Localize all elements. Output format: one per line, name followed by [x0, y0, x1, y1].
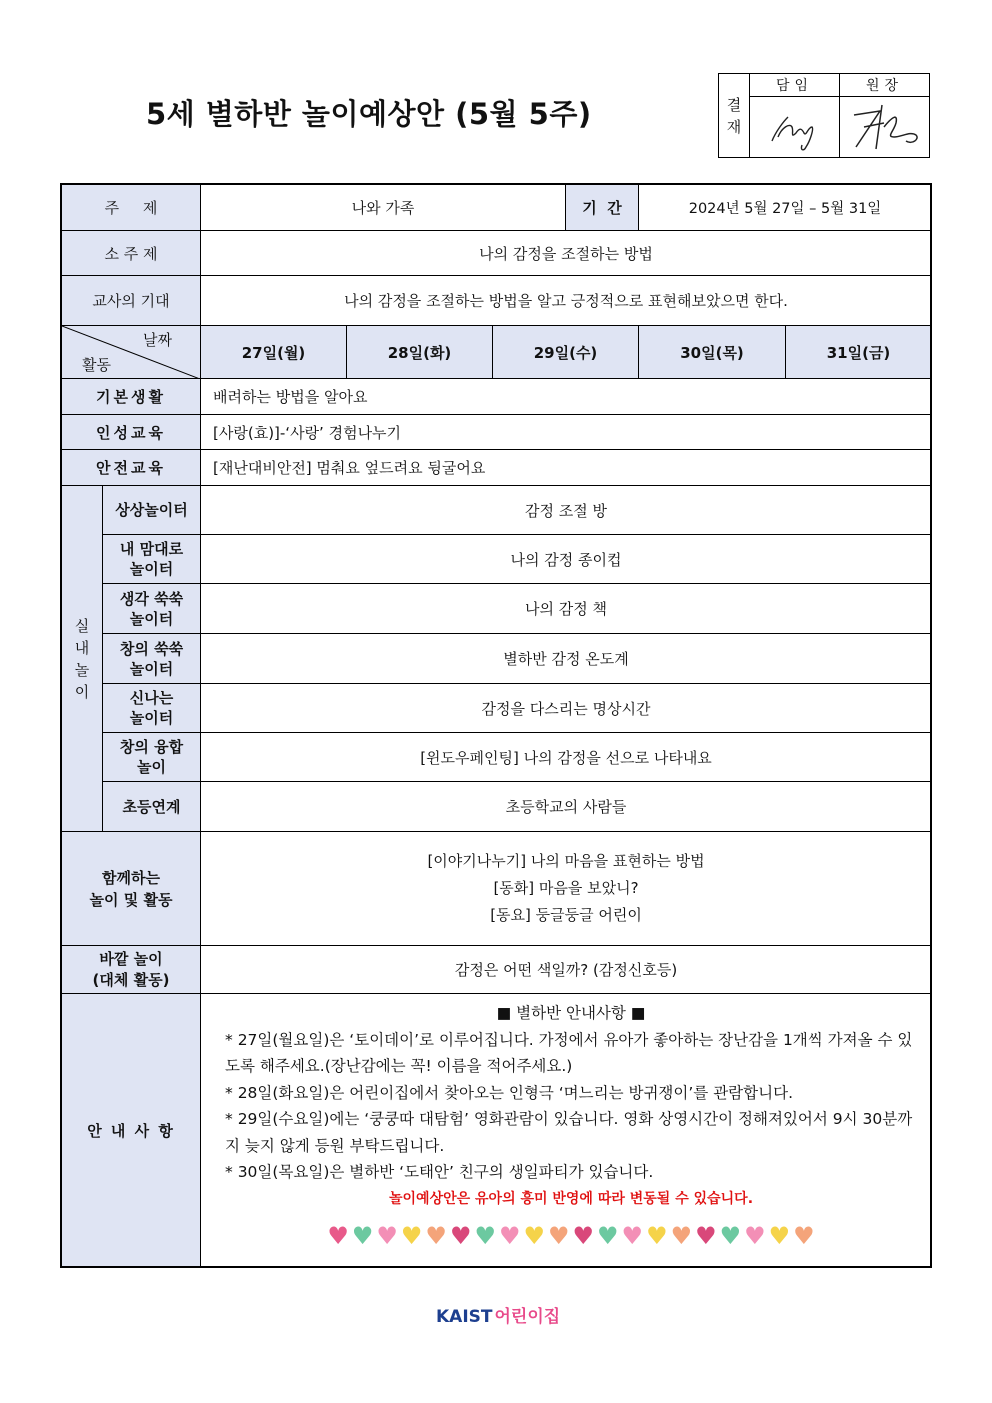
character-education-value: [사랑(효)]-‘사랑’ 경험나누기	[201, 415, 932, 450]
heart-icon: ♥	[474, 1222, 496, 1250]
indoor-item-value: 나의 감정 책	[201, 584, 932, 634]
indoor-item-value: 초등학교의 사람들	[201, 782, 932, 832]
outdoor-play-label: 바깥 놀이 (대체 활동)	[62, 946, 201, 994]
together-line: [이야기나누기] 나의 마음을 표현하는 방법	[427, 852, 705, 870]
day-header: 30일(목)	[639, 326, 786, 379]
director-signature	[840, 97, 929, 157]
notice-line: * 28일(화요일)은 어린이집에서 찾아오는 인형극 ‘며느리는 방귀쟁이’를 관람합니다.	[225, 1083, 793, 1102]
theme-value: 나와 가족	[201, 185, 566, 231]
subtheme-value: 나의 감정을 조절하는 방법	[201, 231, 932, 276]
day-header: 31일(금)	[786, 326, 932, 379]
basic-life-value: 배려하는 방법을 알아요	[201, 379, 932, 415]
notice-head: ■ 별하반 안내사항 ■	[496, 1004, 646, 1022]
heart-icon: ♥	[523, 1222, 545, 1250]
notice-label: 안 내 사 항	[62, 994, 201, 1268]
day-header: 27일(월)	[201, 326, 347, 379]
day-header: 28일(화)	[347, 326, 493, 379]
indoor-item-label: 생각 쑥쑥 놀이터	[103, 584, 201, 634]
logo-brand: KAIST	[436, 1307, 493, 1327]
together-activity-value	[201, 832, 932, 946]
approval-col-director: 원장	[840, 74, 929, 97]
heart-icon: ♥	[744, 1222, 766, 1250]
indoor-item-value: 감정 조절 방	[201, 486, 932, 535]
heart-icon: ♥	[768, 1222, 791, 1250]
heart-icon: ♥	[400, 1222, 423, 1250]
notice-warning: 놀이예상안은 유아의 흥미 반영에 따라 변동될 수 있습니다.	[389, 1190, 754, 1207]
indoor-item-value: 감정을 다스리는 명상시간	[201, 684, 932, 733]
heart-decoration	[225, 1222, 917, 1250]
heart-icon: ♥	[498, 1222, 521, 1250]
theme-label: 주 제	[62, 185, 201, 231]
period-value: 2024년 5월 27일 – 5월 31일	[639, 185, 932, 231]
indoor-item-label: 상상놀이터	[103, 486, 201, 535]
outdoor-play-value: 감정은 어떤 색일까? (감정신호등)	[201, 946, 932, 994]
basic-life-label: 기본생활	[62, 379, 201, 415]
together-line: [동요] 둥글둥글 어린이	[490, 906, 642, 924]
date-label: 날짜	[143, 331, 173, 349]
expectation-label: 교사의 기대	[62, 276, 201, 326]
approval-label-top: 결	[726, 95, 742, 114]
indoor-item-value: 별하반 감정 온도계	[201, 634, 932, 684]
indoor-item-label: 창의 융합 놀이	[103, 733, 201, 782]
indoor-play-label: 실 내 놀 이	[62, 486, 103, 832]
teacher-signature	[750, 97, 839, 157]
notice-line: * 29일(수요일)에는 ‘쿵쿵따 대탐험’ 영화관람이 있습니다. 영화 상영시간이 정해져있어서 9시 30분까지 늦지 않게 등원 부탁드립니다.	[225, 1110, 913, 1155]
heart-icon: ♥	[327, 1222, 349, 1250]
indoor-item-label: 신나는 놀이터	[103, 684, 201, 733]
heart-icon: ♥	[548, 1222, 570, 1250]
indoor-item-value: [윈도우페인팅] 나의 감정을 선으로 나타내요	[201, 733, 932, 782]
heart-icon: ♥	[621, 1222, 644, 1250]
heart-icon: ♥	[695, 1222, 717, 1250]
safety-education-label: 안전교육	[62, 450, 201, 486]
approval-label	[719, 74, 750, 157]
character-education-label: 인성교육	[62, 415, 201, 450]
indoor-item-value: 나의 감정 종이컵	[201, 535, 932, 584]
notice-content	[201, 994, 932, 1268]
indoor-item-label: 창의 쑥쑥 놀이터	[103, 634, 201, 684]
together-activity-label: 함께하는 놀이 및 활동	[62, 832, 201, 946]
period-label: 기 간	[566, 185, 639, 231]
approval-col-teacher: 담임	[750, 74, 839, 97]
approval-label-bottom: 재	[726, 117, 742, 136]
heart-icon: ♥	[793, 1222, 815, 1250]
heart-icon: ♥	[597, 1222, 619, 1250]
notice-line: * 30일(목요일)은 별하반 ‘도태안’ 친구의 생일파티가 있습니다.	[225, 1163, 654, 1181]
indoor-item-label: 내 맘대로 놀이터	[103, 535, 201, 584]
indoor-item-label: 초등연계	[103, 782, 201, 832]
expectation-value: 나의 감정을 조절하는 방법을 알고 긍정적으로 표현해보았으면 한다.	[201, 276, 932, 326]
approval-box	[718, 73, 930, 158]
heart-icon: ♥	[449, 1222, 472, 1250]
activity-label: 활동	[82, 356, 111, 374]
heart-icon: ♥	[351, 1222, 374, 1250]
kaist-logo	[436, 1302, 560, 1327]
heart-icon: ♥	[425, 1222, 447, 1250]
heart-icon: ♥	[670, 1222, 693, 1250]
safety-education-value: [재난대비안전] 멈춰요 엎드려요 뒹굴어요	[201, 450, 932, 486]
date-activity-header	[62, 326, 201, 379]
plan-table	[61, 184, 932, 1268]
together-line: [동화] 마음을 보았니?	[493, 879, 639, 897]
page-title: 5세 별하반 놀이예상안 (5월 5주)	[146, 97, 592, 131]
heart-icon: ♥	[572, 1222, 595, 1250]
heart-icon: ♥	[646, 1222, 668, 1250]
day-header: 29일(수)	[493, 326, 639, 379]
notice-line: * 27일(월요일)은 ‘토이데이’로 이루어집니다. 가정에서 유아가 좋아하는 장난감을 1개씩 가져올 수 있도록 해주세요.(장난감에는 꼭! 이름을 적어주세요.)	[225, 1030, 913, 1075]
subtheme-label: 소 주 제	[62, 231, 201, 276]
heart-icon: ♥	[376, 1222, 398, 1250]
heart-icon: ♥	[719, 1222, 742, 1250]
logo-name: 어린이집	[494, 1307, 561, 1327]
